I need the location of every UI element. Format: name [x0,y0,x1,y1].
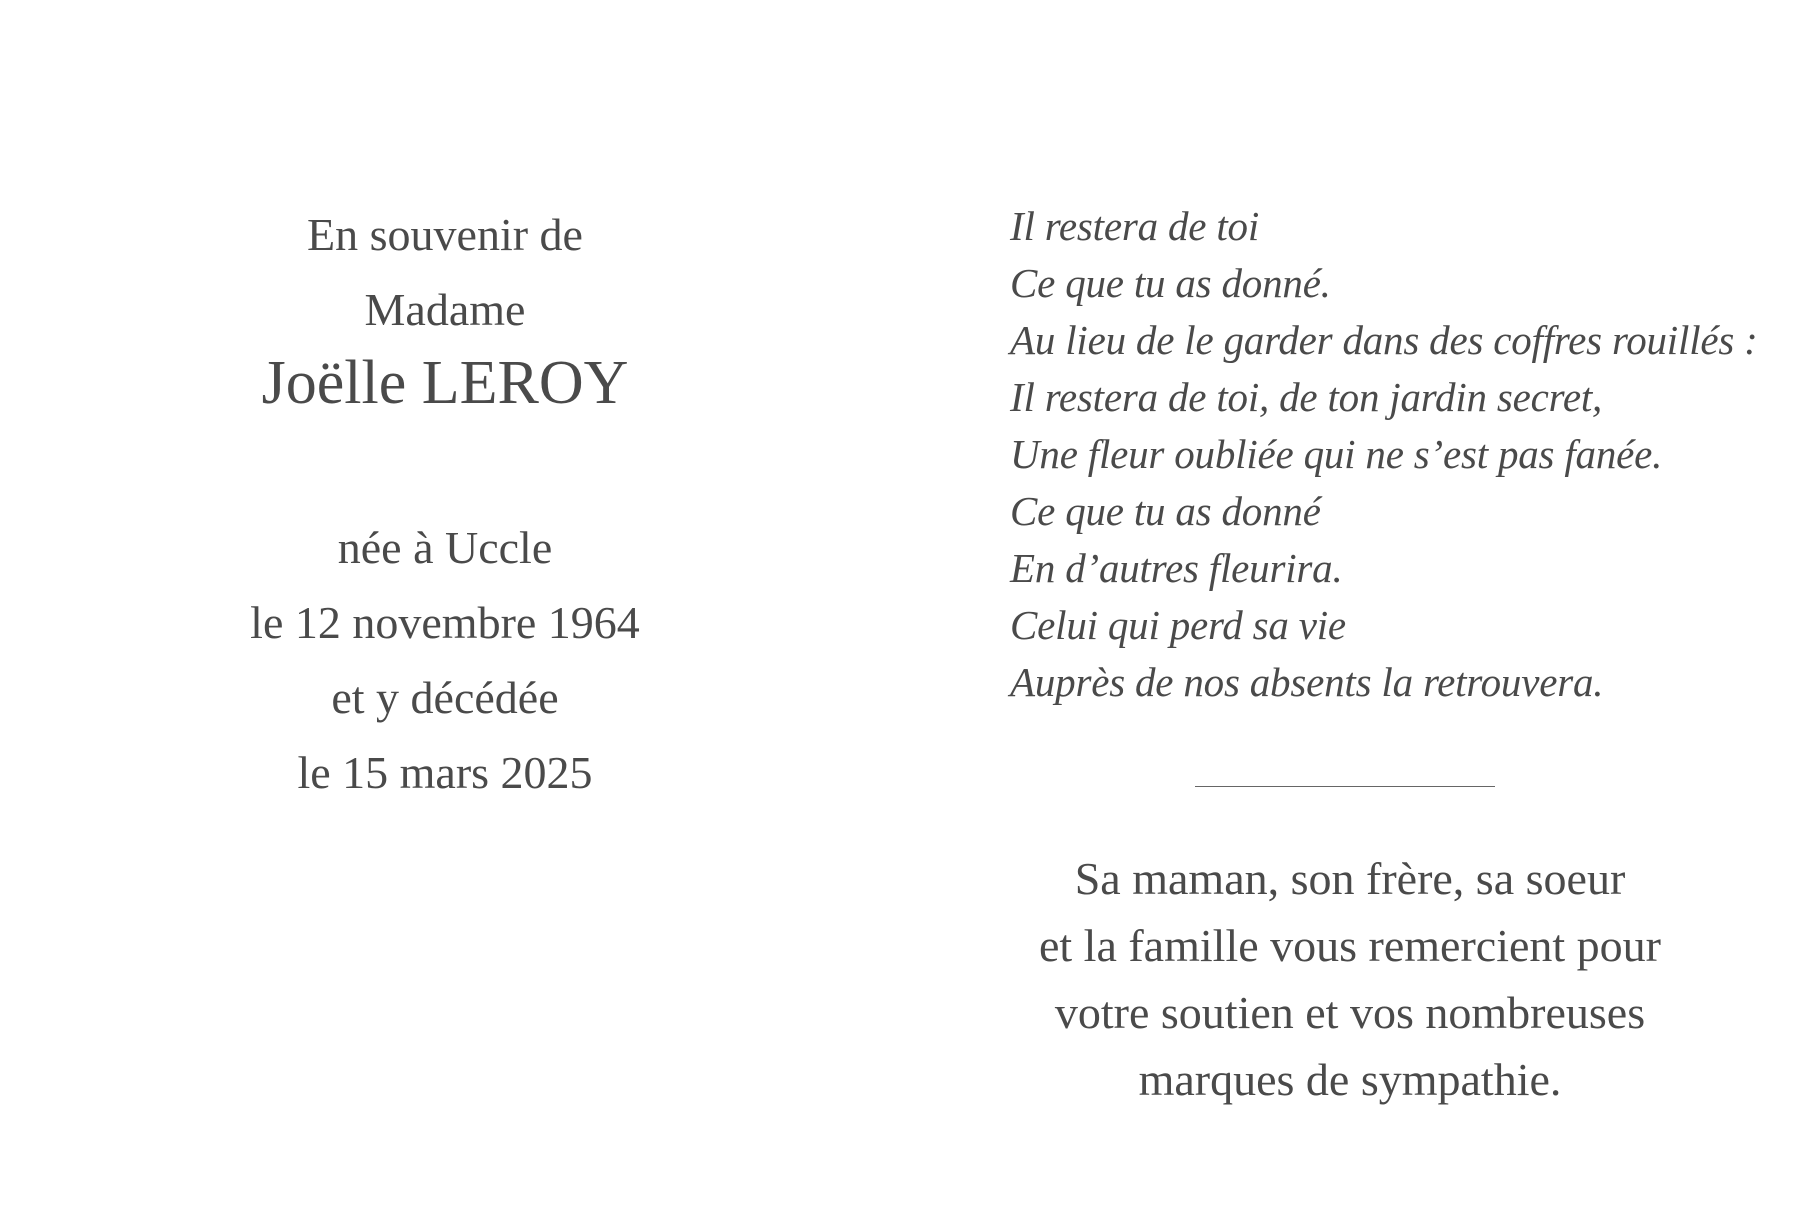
honorific-title: Madame [364,284,526,335]
poem-line: Auprès de nos absents la retrouvera. [1010,659,1604,705]
poem-line: Ce que tu as donné. [1010,260,1331,306]
thanks-line: votre soutien et vos nombreuses [1054,987,1646,1038]
birth-date: le 12 novembre 1964 [250,597,640,648]
poem-line: Celui qui perd sa vie [1010,602,1346,648]
thanks-line: et la famille vous remercient pour [1038,920,1662,971]
deceased-name: Joëlle LEROY [261,349,629,417]
poem-line: Une fleur oubliée qui ne s’est pas fanée. [1010,431,1663,477]
death-date: le 15 mars 2025 [297,747,593,798]
thanks-message [1000,845,1700,1113]
death-place: et y décédée [331,672,559,723]
thanks-line: Sa maman, son frère, sa soeur [1074,853,1626,904]
poem-line: Au lieu de le garder dans des coffres rouillés : [1010,317,1758,363]
section-divider [1195,786,1495,787]
poem-line: Il restera de toi, de ton jardin secret, [1010,374,1603,420]
poem [1010,198,1810,711]
poem-line: En d’autres fleurira. [1010,545,1343,591]
poem-line: Ce que tu as donné [1010,488,1321,534]
birth-place: née à Uccle [337,522,553,573]
thanks-line: marques de sympathie. [1138,1054,1562,1105]
intro-text: En souvenir de [307,209,583,260]
poem-line: Il restera de toi [1010,203,1260,249]
